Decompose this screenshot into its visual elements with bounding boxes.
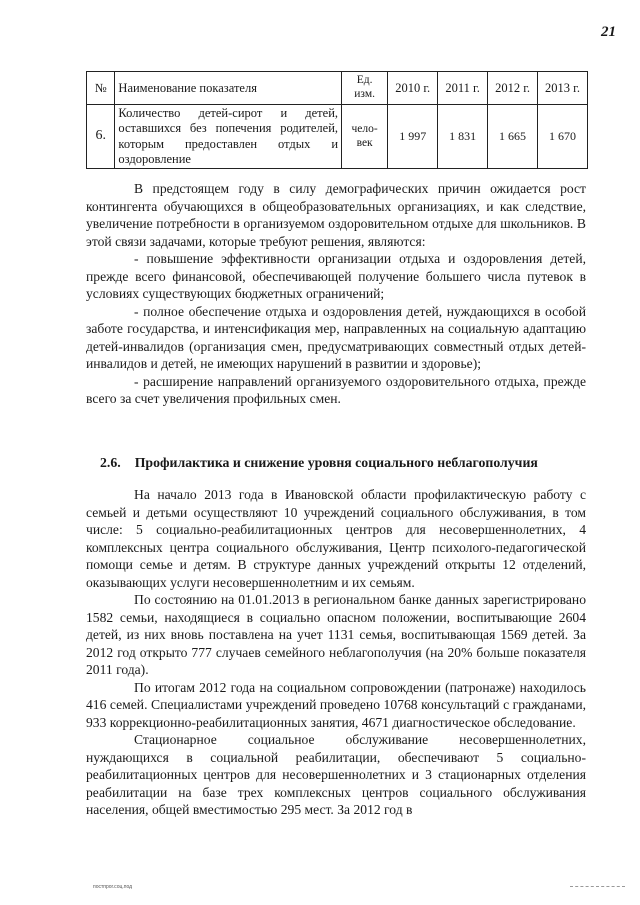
row-value-2012: 1 665 [488,105,538,169]
section-paragraph-2: По состоянию на 01.01.2013 в региональном банке данных зарегистрировано 1582 семьи, находящиеся в социально опасном положении, воспитывающие 2604 детей, из них вновь поставлена на учет 1131 семья, воспитывающая 1569 детей. За 2012 год открыто 777 случаев семейного неблагополучия (на 20% больше показателя 2011 года). [86,592,586,677]
section-paragraph-1: На начало 2013 года в Ивановской области профилактическую работу с семьей и детьми осуществляют 10 учреждений социального обслуживания, в том числе: 5 социально-реабилитационных центров для несовершеннолетних, 4 комплексных центра социального обслуживания, Центр психолого-педагогической помощи семье и детям. В структуре данных учреждений открыты 12 отделений, оказывающих услуги несовершеннолетним и их семьям. [86,487,586,590]
header-year-2012: 2012 г. [488,72,538,105]
row-unit: чело-век [342,105,388,169]
section-title: Профилактика и снижение уровня социального неблагополучия [134,455,538,470]
row-value-2013: 1 670 [538,105,588,169]
page-number: 21 [601,24,616,40]
table-row [87,105,588,169]
indicators-table [86,71,588,169]
intro-paragraph-4: - расширение направлений организуемого оздоровительного отдыха, прежде всего за счет увеличения профильных смен. [86,373,586,406]
header-year-2013: 2013 г. [538,72,588,105]
section-text [86,486,586,819]
table-header-row [87,72,588,105]
row-num: 6. [87,105,115,169]
row-value-2010: 1 997 [388,105,438,169]
header-year-2011: 2011 г. [438,72,488,105]
header-name: Наименование показателя [115,72,342,105]
intro-paragraph-3: - полное обеспечение отдыха и оздоровления детей, нуждающихся в особой заботе государства, и интенсификация мер, направленных на социальную адаптацию детей-инвалидов (организация смен, предусматривающих совместный отдых детей-инвалидов и детей, не имеющих нарушений в развитии и здоровье); [86,303,586,371]
footer-rule [570,886,625,887]
section-paragraph-3: По итогам 2012 года на социальном сопровождении (патронаже) находилось 416 семей. Специалистами учреждений проведено 10768 консультаций с гражданами, 933 коррекционно-реабилитационных занятия, 4671 диагностическое обследование. [86,679,586,730]
header-unit: Ед. изм. [342,72,388,105]
intro-paragraph-2: - повышение эффективности организации отдыха и оздоровления детей, прежде всего финансовой, обеспечивающей получение большего числа путевок в условиях существующих бюджетных ограничений; [86,251,586,301]
intro-text [86,180,586,408]
row-value-2011: 1 831 [438,105,488,169]
header-year-2010: 2010 г. [388,72,438,105]
section-heading [100,455,538,471]
header-num: № [87,72,115,105]
footer-file-mark: постпрог.соц.под [93,884,133,890]
row-name: Количество детей-сирот и детей, оставшихся без попечения родителей, которым предоставлен отдых и оздоровление [115,105,342,169]
section-number: 2.6. [100,455,121,470]
intro-paragraph-1: В предстоящем году в силу демографических причин ожидается рост контингента обучающихся в общеобразовательных организациях, и как следствие, увеличение потребности в организуемом оздоровительном отдыхе для школьников. В этой связи задачами, которые требуют решения, являются: [86,181,586,249]
section-paragraph-4: Стационарное социальное обслуживание несовершеннолетних, нуждающихся в социальной реабилитации, обеспечивают 5 социально-реабилитационных центров для несовершеннолетних и 3 стационарных отделения реабилитации на базе трех комплексных центров социального обслуживания населения, общей вместимостью 295 мест. За 2012 год в [86,732,586,817]
